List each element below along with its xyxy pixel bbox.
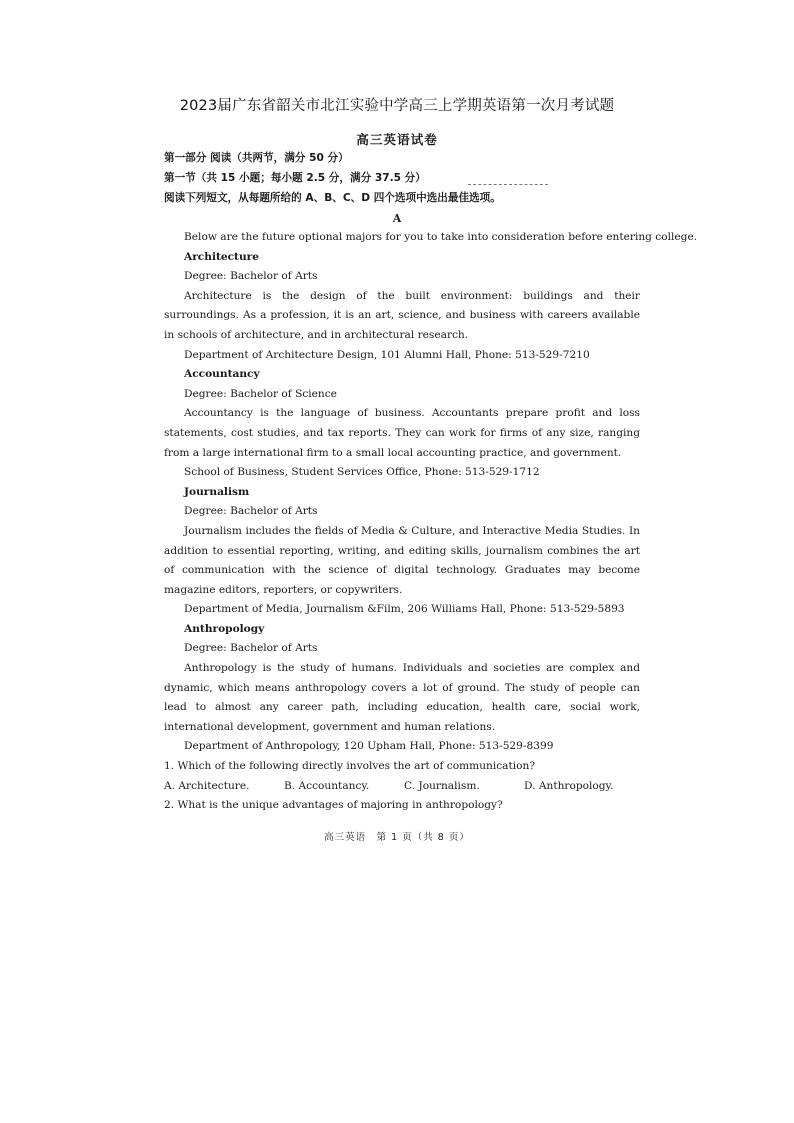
major-degree: Degree: Bachelor of Arts [184, 642, 318, 655]
major-name: Anthropology [184, 622, 265, 635]
major-name: Architecture [184, 250, 259, 263]
handwritten-underline [468, 184, 548, 185]
option-a: A. Architecture. [164, 779, 250, 792]
major-description: Accountancy is the language of business. Accountants prepare profit and loss statements, cost studies, and tax reports. They can work for firms of any size, ranging from a large international firm to a small local accounting practice, and government. [164, 407, 640, 459]
major-degree: Degree: Bachelor of Arts [184, 505, 318, 518]
major-anthropology [164, 620, 640, 757]
part-instruction: 第一部分 阅读（共两节，满分 50 分） [164, 152, 349, 164]
major-journalism [164, 483, 640, 620]
option-d: D. Anthropology. [524, 779, 614, 792]
passage-content [164, 228, 698, 816]
question-2 [164, 796, 640, 816]
major-degree: Degree: Bachelor of Arts [184, 270, 318, 283]
major-description: Journalism includes the fields of Media & Culture, and Interactive Media Studies. In addition to essential reporting, writing, and editing skills, journalism combines the art of communication with the science of digital technology. Graduates may become magazine editors, reporters, or copywriters. [164, 524, 640, 596]
major-accountancy [164, 365, 640, 483]
major-architecture [164, 248, 640, 366]
option-b: B. Accountancy. [284, 779, 370, 792]
paper-subtitle: 高三英语试卷 [356, 132, 438, 147]
section-instruction: 第一节（共 15 小题；每小题 2.5 分，满分 37.5 分） [164, 172, 426, 184]
answer-options [164, 777, 640, 797]
option-c: C. Journalism. [404, 779, 480, 792]
directions-instruction: 阅读下列短文，从每题所给的 A、B、C、D 四个选项中选出最佳选项。 [164, 192, 501, 204]
question-text: 2. What is the unique advantages of majoring in anthropology? [164, 799, 503, 812]
major-name: Accountancy [184, 368, 260, 381]
major-description: Anthropology is the study of humans. Individuals and societies are complex and dynamic, which means anthropology covers a lot of ground. The study of people can lead to almost any career path, including education, health care, social work, international development, government and human relations. [164, 662, 640, 733]
passage-intro: Below are the future optional majors for you to take into consideration before entering college. [184, 231, 698, 243]
exam-title: 2023届广东省韶关市北江实验中学高三上学期英语第一次月考试题 [179, 98, 615, 114]
major-degree: Degree: Bachelor of Science [184, 387, 337, 400]
major-name: Journalism [184, 485, 250, 498]
passage-letter: A [392, 212, 402, 225]
major-contact: Department of Anthropology, 120 Upham Hall, Phone: 513-529-8399 [184, 740, 554, 753]
major-contact: School of Business, Student Services Office, Phone: 513-529-1712 [184, 466, 540, 479]
major-contact: Department of Media, Journalism &Film, 206 Williams Hall, Phone: 513-529-5893 [184, 603, 625, 616]
major-description: Architecture is the design of the built environment: buildings and their surroundings. As a profession, it is an art, science, and business with careers available in schools of architecture, and in architectural research. [164, 289, 640, 341]
major-contact: Department of Architecture Design, 101 Alumni Hall, Phone: 513-529-7210 [184, 348, 590, 361]
question-1 [164, 757, 640, 796]
question-text: 1. Which of the following directly involves the art of communication? [164, 760, 536, 773]
page-footer: 高三英语 第 1 页（共 8 页） [324, 832, 470, 843]
